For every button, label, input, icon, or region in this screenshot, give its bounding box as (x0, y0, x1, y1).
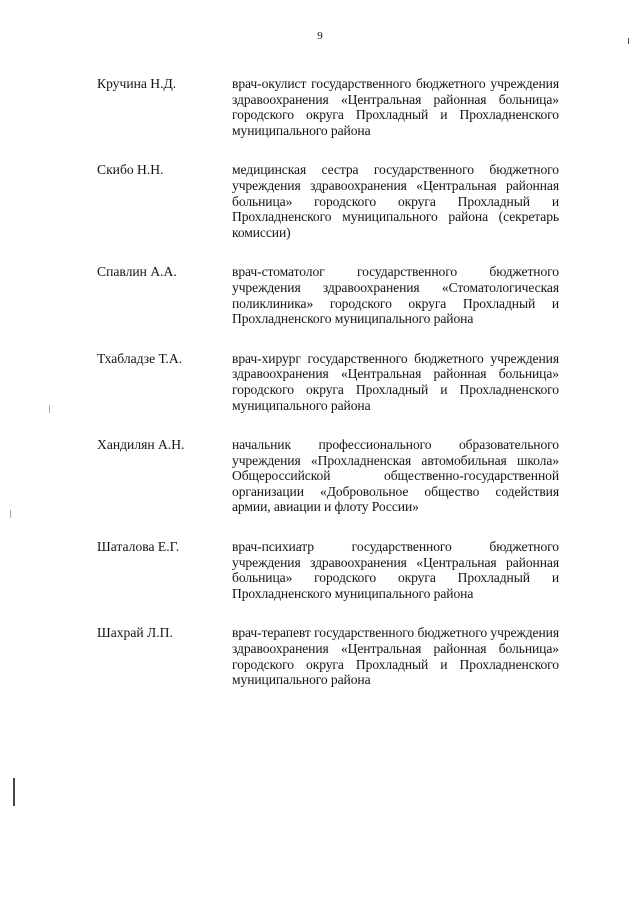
scan-mark-left-upper (49, 405, 50, 413)
page-number: 9 (317, 30, 323, 42)
member-row (97, 76, 559, 138)
member-name: Скибо Н.Н. (97, 162, 164, 178)
member-name: Шаталова Е.Г. (97, 539, 180, 555)
member-role: медицинская сестра государственного бюджетного учреждения здравоохранения «Центральная районная больница» городского округа Прохладный и Прохладненского муниципального района (секретарь комиссии) (232, 162, 559, 240)
member-name: Шахрай Л.П. (97, 625, 173, 641)
scan-mark-left-lower (13, 778, 15, 806)
member-name: Кручина Н.Д. (97, 76, 177, 91)
member-role: врач-хирург государственного бюджетного учреждения здравоохранения «Центральная районная больница» городского округа Прохладный и Прохладненского муниципального района (232, 350, 559, 413)
scan-mark-top-right (628, 38, 629, 44)
member-role: врач-стоматолог государственного бюджетного учреждения здравоохранения «Стоматологическая поликлиника» городского округа Прохладный и Прохладненского муниципального района (232, 264, 559, 327)
member-name: Тхабладзе Т.А. (97, 350, 183, 366)
member-name: Спавлин А.А. (97, 264, 177, 280)
member-role: врач-терапевт государственного бюджетного учреждения здравоохранения «Центральная районная больница» городского округа Прохладный и Прохладненского муниципального района (232, 625, 559, 688)
member-row (97, 264, 559, 326)
member-row (97, 625, 559, 687)
member-name: Хандилян А.Н. (97, 437, 185, 453)
scan-mark-left-mid (10, 510, 11, 518)
member-role: врач-психиатр государственного бюджетного учреждения здравоохранения «Центральная районная больница» городского округа Прохладный и Прохладненского муниципального района (232, 539, 559, 601)
member-role: начальник профессионального образовательного учреждения «Прохладненская автомобильная школа» Общероссийской общественно-государственной организации «Добровольное общество содействия армии, авиации и флоту России» (232, 437, 559, 515)
member-row (97, 351, 559, 413)
member-row (97, 437, 559, 515)
commission-member-list (97, 76, 559, 712)
member-role: врач-окулист государственного бюджетного учреждения здравоохранения «Центральная районная больница» городского округа Прохладный и Прохладненского муниципального района (232, 76, 559, 138)
member-row (97, 162, 559, 240)
member-row (97, 539, 559, 601)
